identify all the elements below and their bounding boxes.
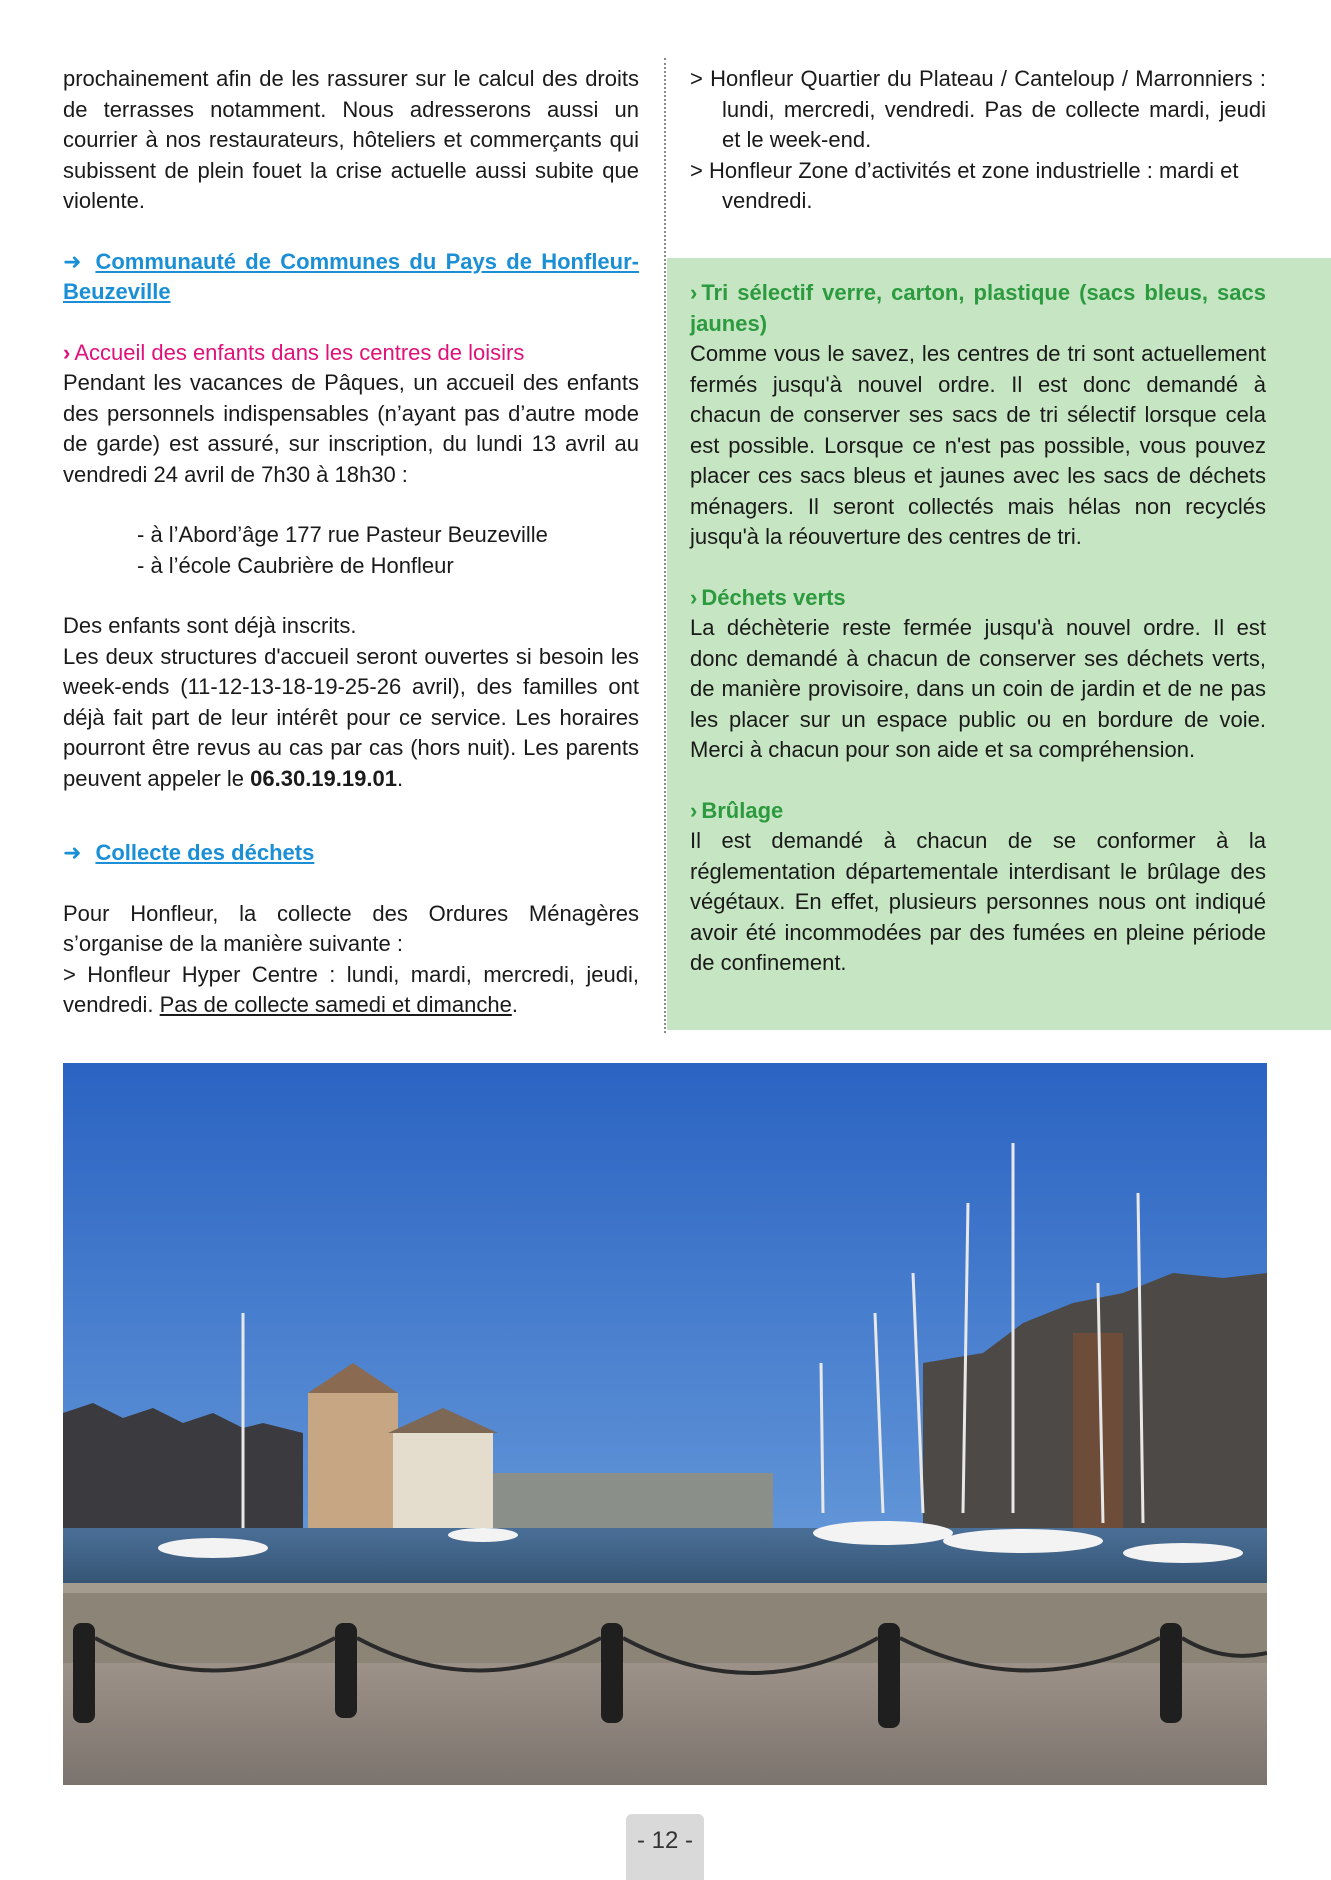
arrow-right-icon: ➜ [63,840,82,865]
weekends-paragraph [63,642,639,795]
weekends-text: Les deux structures d'accueil seront ouvertes si besoin les week-ends (11-12-13-18-19-25-26 avril), des familles ont déjà fait part de leur intérêt pour ce service. Les horaires pourront être revus au cas par cas (hors nuit). Les parents peuvent appeler le [63,643,639,791]
arrow-right-icon: ➜ [63,248,82,274]
hyper-centre-suffix: . [511,992,518,1017]
phone-suffix: . [396,765,404,791]
column-divider [664,58,666,1033]
green-box-content [690,278,1266,979]
phone-number: 06.30.19.19.01 [250,765,397,791]
hyper-centre-underlined: Pas de collecte samedi et dimanche [159,992,512,1017]
subheading-tri-text: Tri sélectif verre, carton, plastique (sacs bleus, sacs jaunes) [690,280,1266,336]
brulage-paragraph: Il est demandé à chacun de se conformer à la réglementation départementale interdisant le brûlage des végétaux. En effet, plusieurs personnes nous ont indiqué avoir été incommodées par des fumées en pleine période de confinement. [690,828,1266,975]
right-column-top [690,64,1266,217]
plateau-item: > Honfleur Quartier du Plateau / Canteloup / Marronniers : lundi, mercredi, vendredi. Pas de collecte mardi, jeudi et le week-end. [690,66,1266,152]
location-item: - à l’Abord’âge 177 rue Pasteur Beuzeville [137,522,548,547]
chevron-right-icon: › [690,280,698,305]
dechets-verts-paragraph: La déchèterie reste fermée jusqu'à nouvel ordre. Il est donc demandé à chacun de conserver ses déchets verts, de manière provisoire, dans un coin de jardin et de ne pas les placer sur un espace public ou en bordure de voie. Merci à chacun pour son aide et sa compréhension. [690,615,1266,762]
section-heading-communaute[interactable] [63,247,639,308]
page-number: - 12 - [626,1814,704,1880]
left-column [63,64,639,1021]
chevron-right-icon: › [690,797,698,823]
tri-paragraph: Comme vous le savez, les centres de tri sont actuellement fermés jusqu'à nouvel ordre. Il est donc demandé à chacun de conserver ses sacs de tri sélectif lorsque cela est possible. Lorsque ce n'est pas possible, vous pouvez placer ces sacs bleus et jaunes avec les sacs de déchets ménagers. Il seront collectés mais hélas non recyclés jusqu'à la réouverture des centres de tri. [690,341,1266,549]
chevron-right-icon: › [690,584,698,610]
hyper-centre-text: > Honfleur Hyper Centre : lundi, mardi, mercredi, jeudi, vendredi. [63,961,639,1017]
subheading-brulage [690,796,1266,827]
subheading-accueil-text: Accueil des enfants dans les centres de loisirs [74,339,525,365]
section-heading-collecte-text[interactable]: Collecte des déchets [95,840,315,865]
subheading-accueil [63,338,639,369]
intro-paragraph: prochainement afin de les rassurer sur le calcul des droits de terrasses notamment. Nous adresserons aussi un courrier à nos restaurateurs, hôteliers et commerçants qui subissent de plein fouet la crise actuelle aussi subite que violente. [63,66,639,213]
subheading-tri [690,278,1266,339]
subheading-brulage-text: Brûlage [701,797,784,823]
harbour-photo [63,1063,1267,1785]
collect-intro: Pour Honfleur, la collecte des Ordures Ménagères s’organise de la manière suivante : [63,900,639,956]
enrolled-text: Des enfants sont déjà inscrits. [63,613,357,638]
section-heading-collecte[interactable] [63,838,639,869]
accueil-paragraph: Pendant les vacances de Pâques, un accueil des enfants des personnels indispensables (n’ayant pas d’autre mode de garde) est assuré, sur inscription, du lundi 13 avril au vendredi 24 avril de 7h30 à 18h30 : [63,370,639,487]
location-item: - à l’école Caubrière de Honfleur [137,552,454,578]
section-heading-communaute-text[interactable]: Communauté de Communes du Pays de Honfleur-Beuzeville [63,248,639,304]
hyper-centre-item [63,960,639,1021]
subheading-dechets-verts-text: Déchets verts [701,584,846,610]
zone-item: > Honfleur Zone d’activités et zone industrielle : mardi et vendredi. [690,157,1239,213]
chevron-right-icon: › [63,339,71,365]
subheading-dechets-verts [690,583,1266,614]
